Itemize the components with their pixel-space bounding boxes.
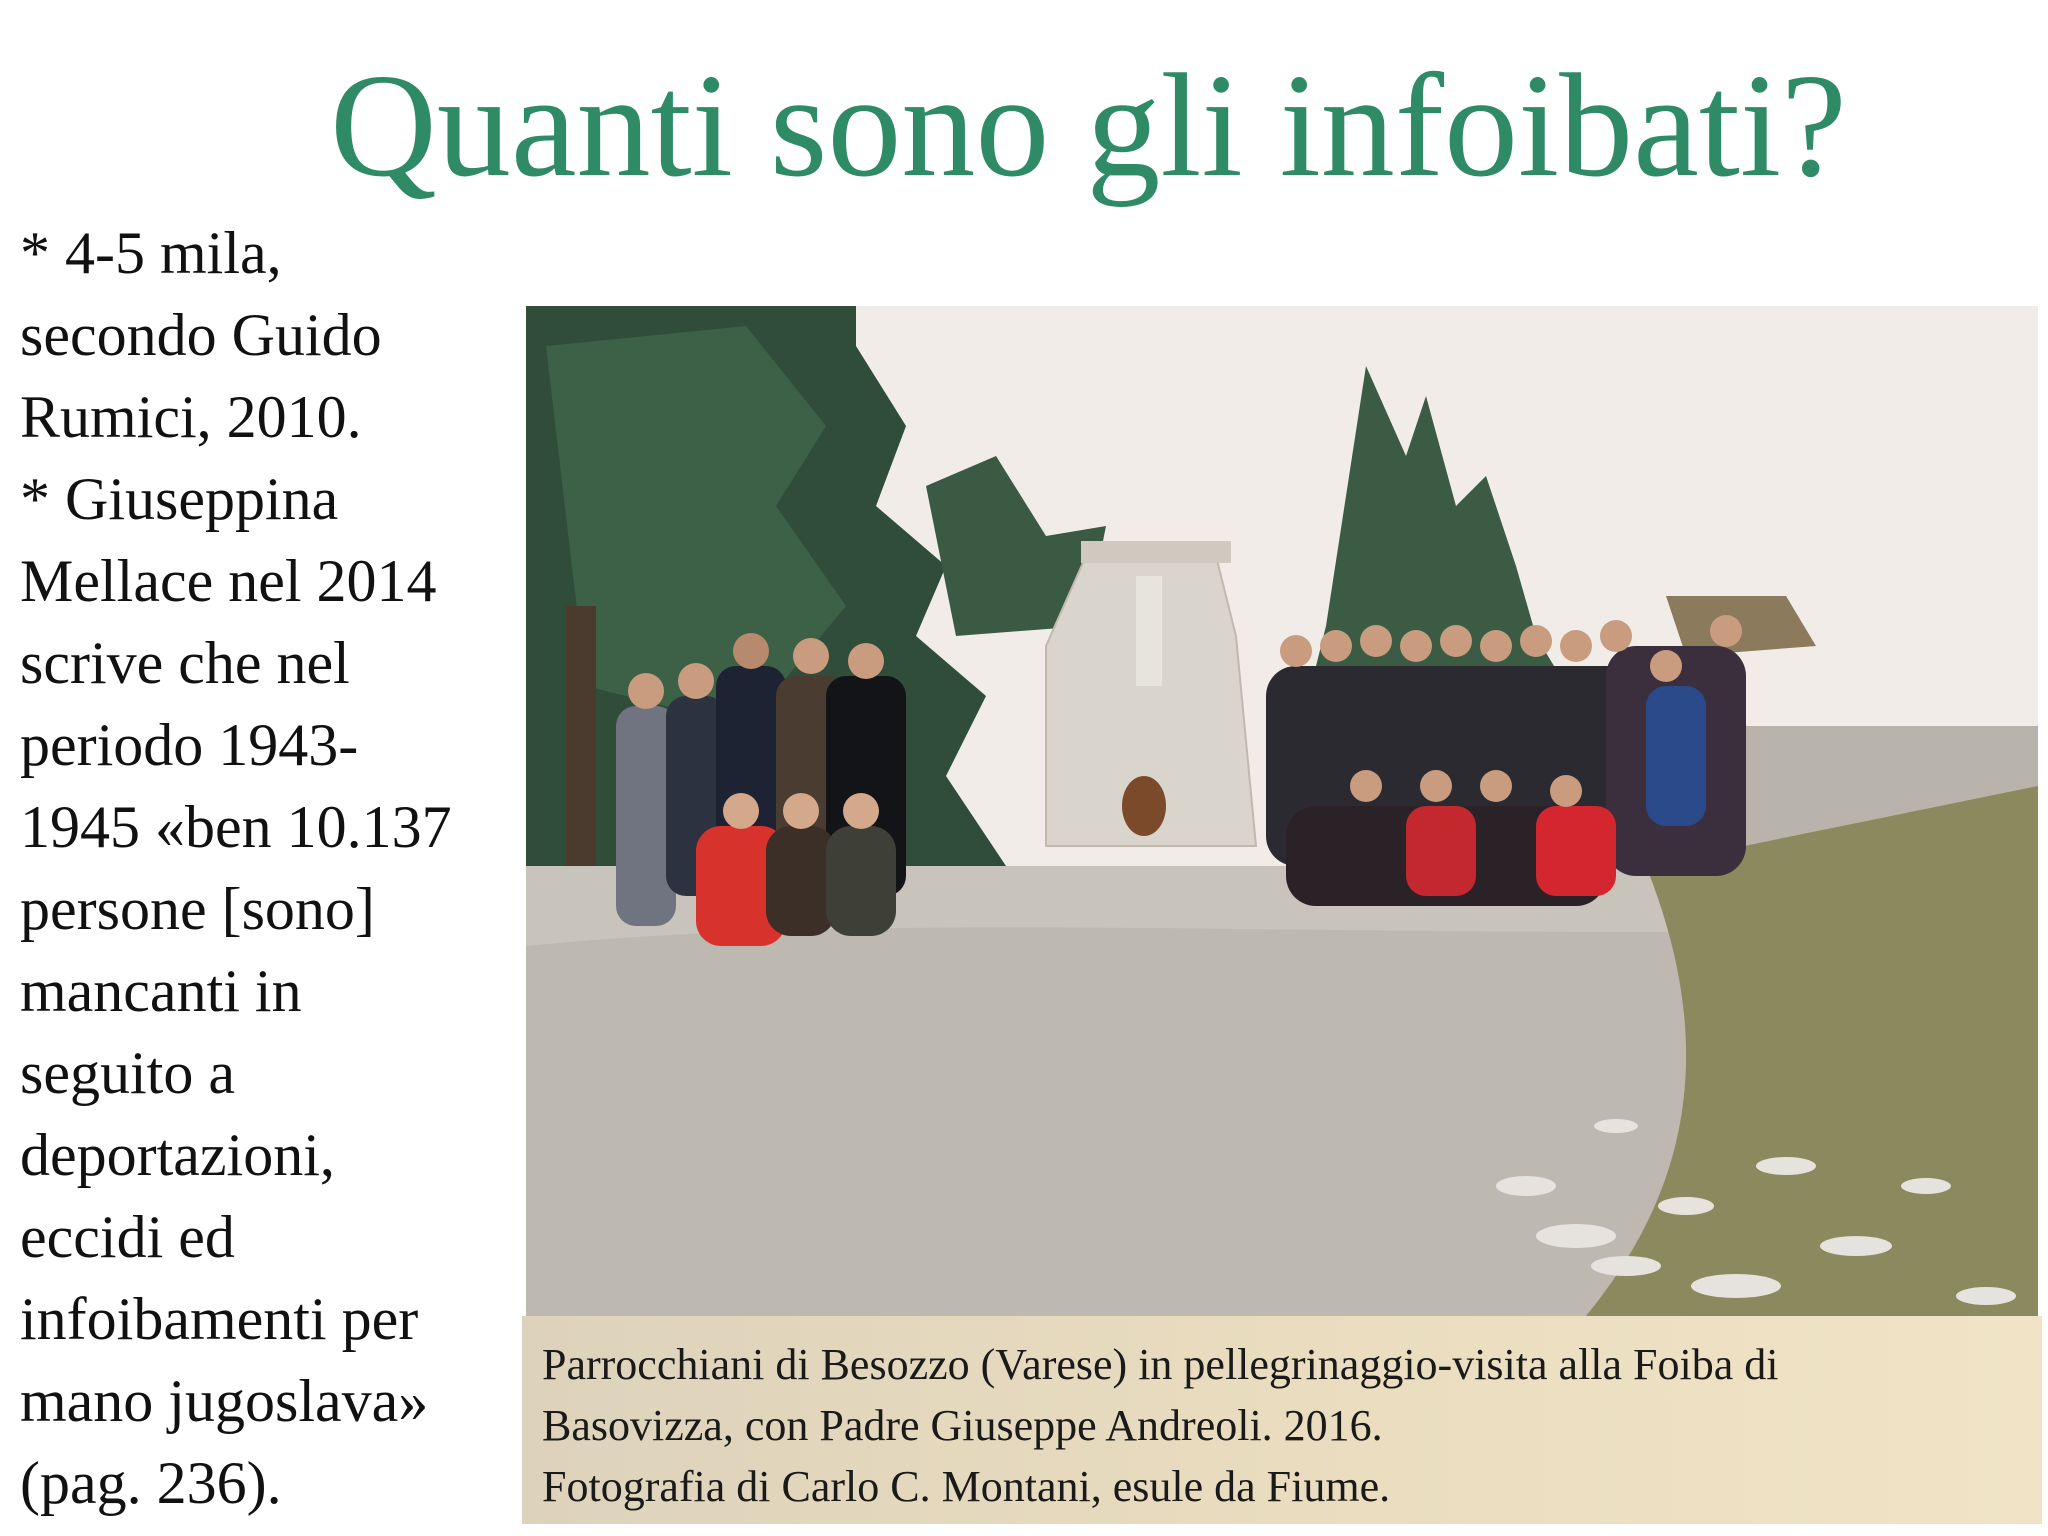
caption-line-2: Basovizza, con Padre Giuseppe Andreoli. 2016.	[542, 1401, 1383, 1450]
caption-line-1: Parrocchiani di Besozzo (Varese) in pellegrinaggio-visita alla Foiba di	[542, 1340, 1779, 1389]
photo-caption	[522, 1316, 2042, 1524]
photo-illustration	[526, 306, 2038, 1316]
group-photo	[526, 306, 2038, 1316]
body-text: * 4-5 mila, secondo Guido Rumici, 2010. * Giuseppina Mellace nel 2014 scrive che nel periodo 1943- 1945 «ben 10.137 persone [sono] mancanti in seguito a deportazioni, eccidi ed infoibamenti per mano jugoslava» (pag. 236).	[20, 220, 452, 1516]
caption-line-3: Fotografia di Carlo C. Montani, esule da Fiume.	[542, 1462, 1391, 1511]
slide-title: Quanti sono gli infoibati?	[330, 44, 1847, 208]
